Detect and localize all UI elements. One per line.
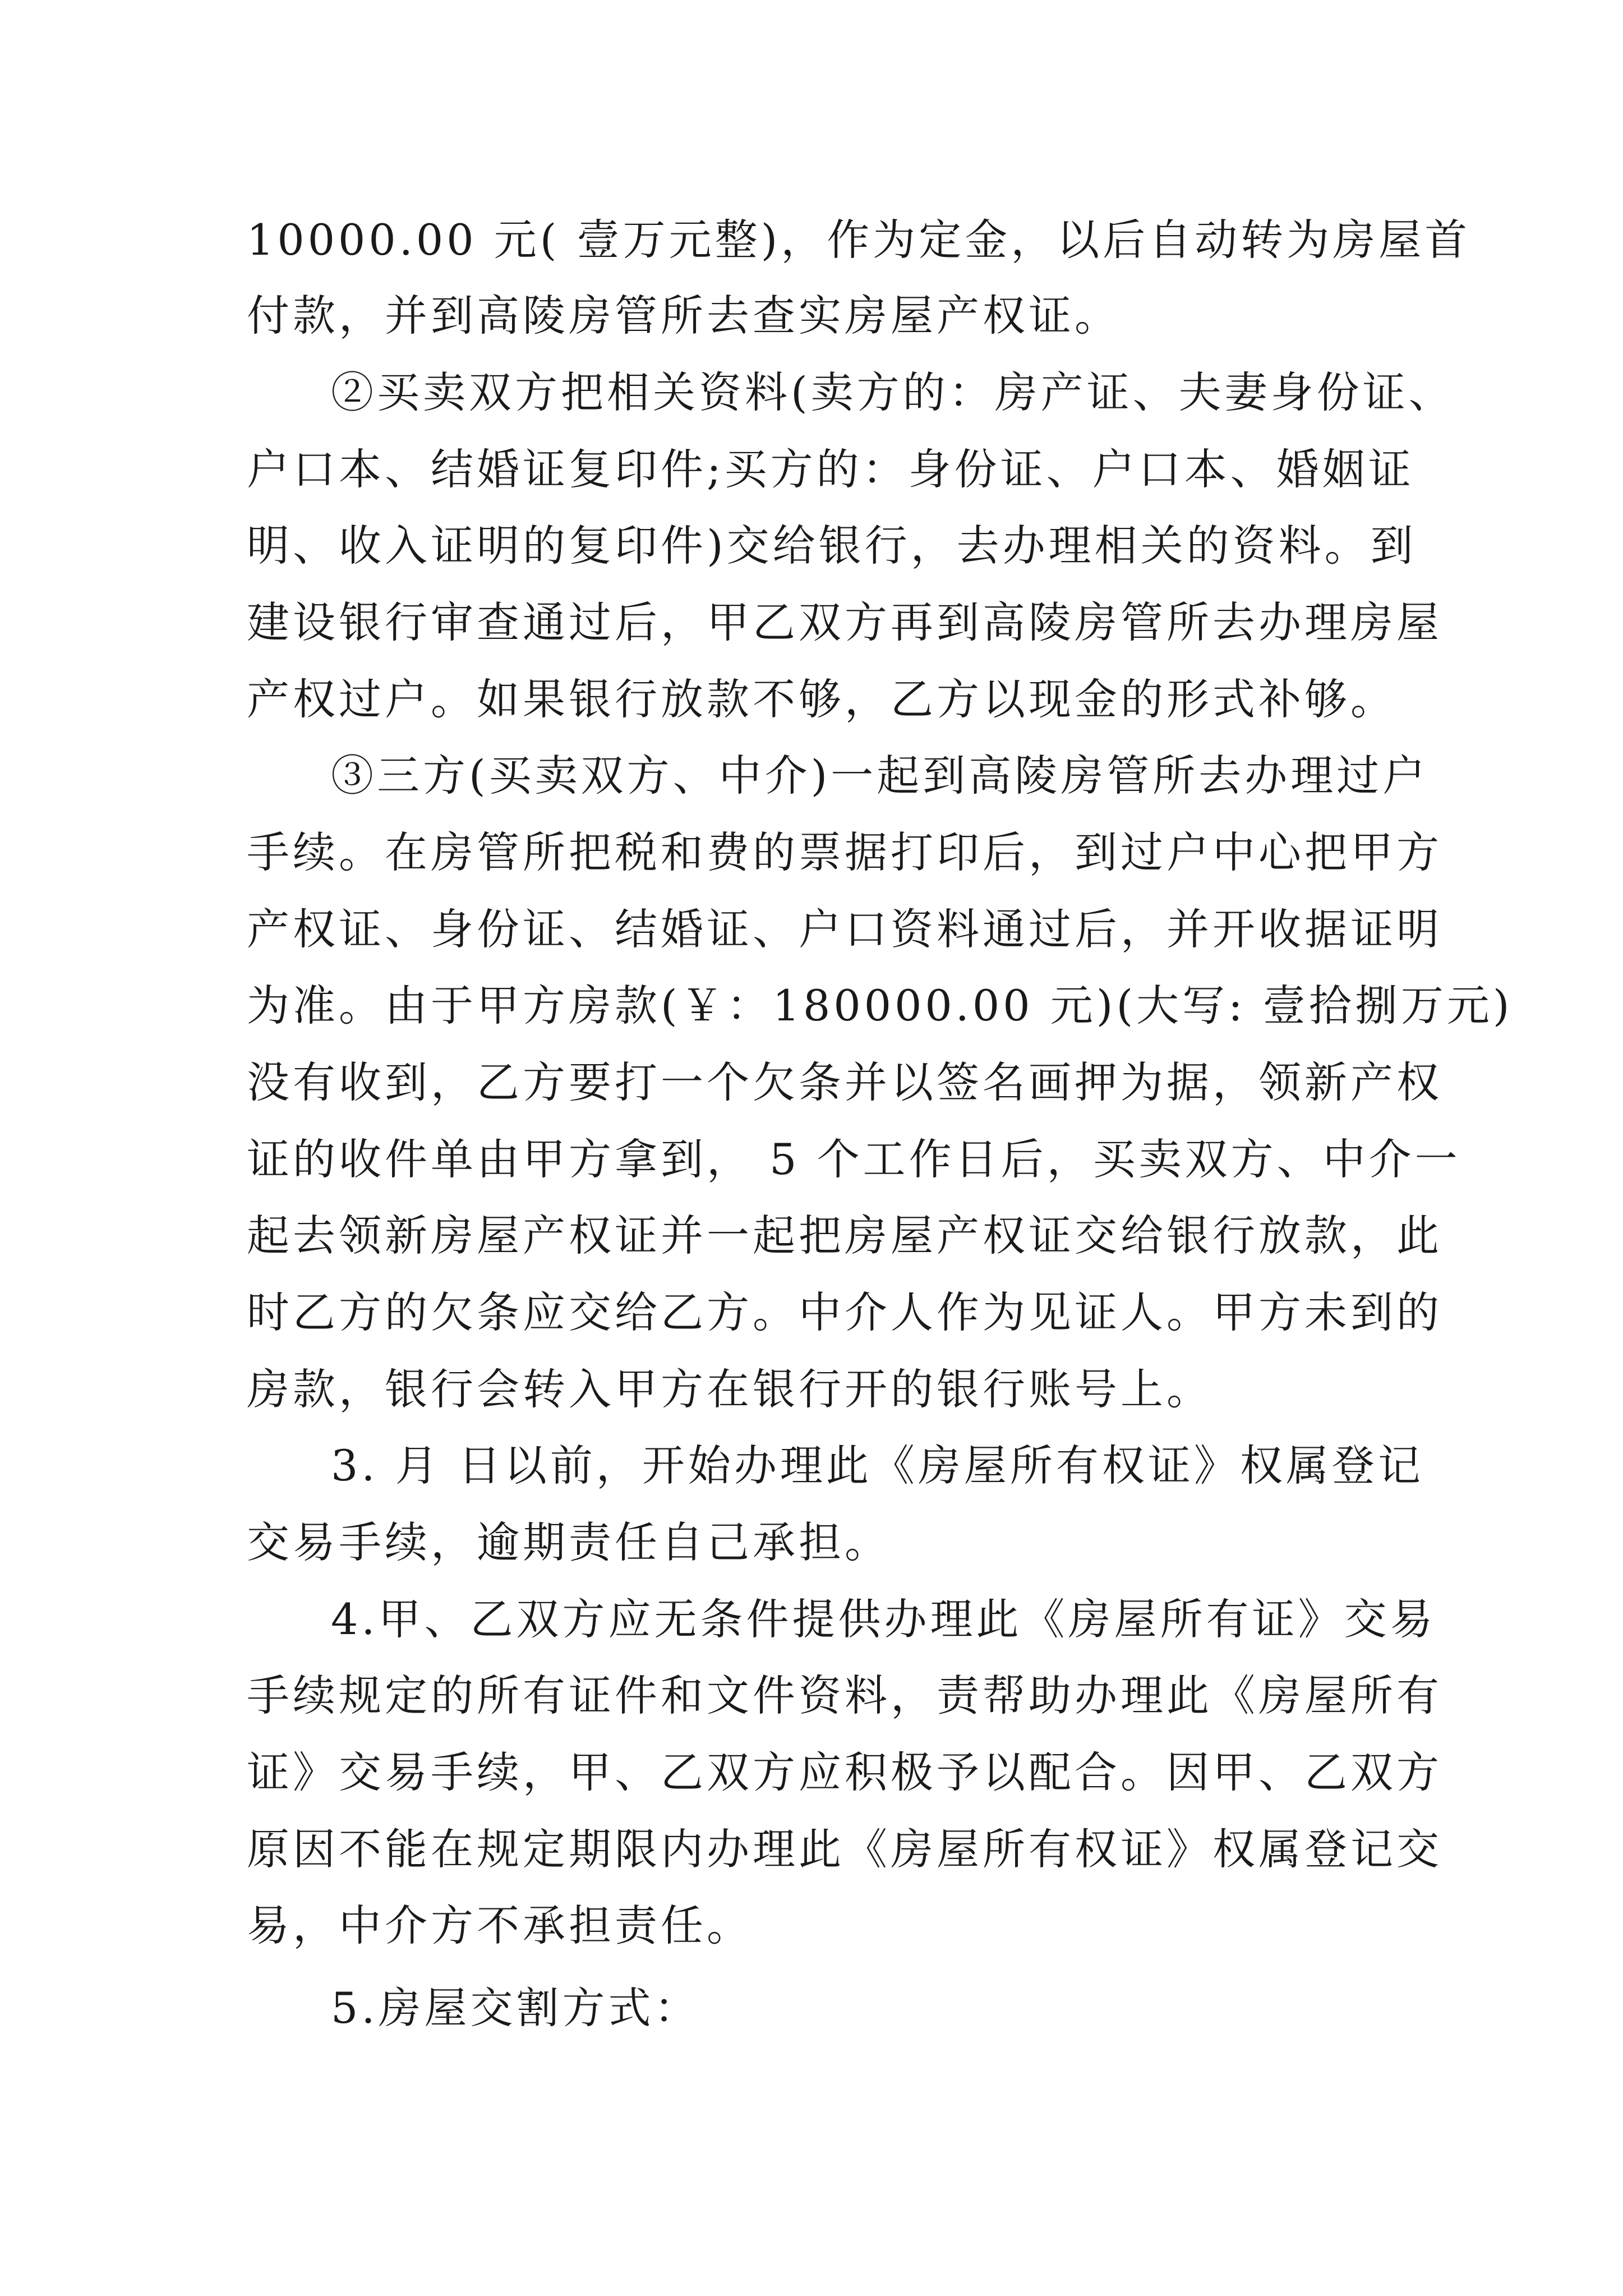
text-line-18: 交易手续，逾期责任自己承担。: [247, 1517, 891, 1567]
text-line-19: 4.甲、乙双方应无条件提供办理此《房屋所有证》交易: [331, 1594, 1436, 1644]
text-line-3: ②买卖双方把相关资料(卖方的：房产证、夫妻身份证、: [331, 367, 1455, 417]
text-line-24: 5.房屋交割方式：: [331, 1983, 700, 2033]
text-line-15: 时乙方的欠条应交给乙方。中介人作为见证人。甲方未到的: [247, 1287, 1442, 1337]
text-line-10: 产权证、身份证、结婚证、户口资料通过后，并开收据证明: [247, 904, 1442, 954]
text-line-5: 明、收入证明的复印件)交给银行，去办理相关的资料。到: [247, 521, 1417, 570]
text-line-23: 易，中介方不承担责任。: [247, 1901, 753, 1950]
text-line-9: 手续。在房管所把税和费的票据打印后，到过户中心把甲方: [247, 827, 1442, 877]
text-line-1: 10000.00 元( 壹万元整)，作为定金，以后自动转为房屋首: [247, 215, 1471, 265]
text-line-2: 付款，并到高陵房管所去查实房屋产权证。: [247, 291, 1121, 341]
text-line-4: 户口本、结婚证复印件;买方的：身份证、户口本、婚姻证: [247, 444, 1414, 494]
text-line-14: 起去领新房屋产权证并一起把房屋产权证交给银行放款，此: [247, 1211, 1442, 1260]
text-line-13: 证的收件单由甲方拿到， 5 个工作日后，买卖双方、中介一: [247, 1134, 1461, 1184]
text-line-20: 手续规定的所有证件和文件资料，责帮助办理此《房屋所有: [247, 1671, 1442, 1720]
text-line-16: 房款，银行会转入甲方在银行开的银行账号上。: [247, 1364, 1212, 1414]
text-line-11: 为准。由于甲方房款(￥：180000.00 元)(大写: 壹拾捌万元): [247, 981, 1513, 1030]
text-line-17: 3. 月 日以前，开始办理此《房屋所有权证》权属登记: [331, 1441, 1424, 1490]
text-line-12: 没有收到，乙方要打一个欠条并以签名画押为据，领新产权: [247, 1057, 1442, 1107]
text-line-21: 证》交易手续，甲、乙双方应积极予以配合。因甲、乙双方: [247, 1747, 1442, 1797]
text-line-6: 建设银行审查通过后，甲乙双方再到高陵房管所去办理房屋: [247, 597, 1442, 647]
text-line-7: 产权过户。如果银行放款不够，乙方以现金的形式补够。: [247, 674, 1396, 724]
text-line-8: ③三方(买卖双方、中介)一起到高陵房管所去办理过户: [331, 751, 1429, 800]
text-line-22: 原因不能在规定期限内办理此《房屋所有权证》权属登记交: [247, 1824, 1442, 1874]
